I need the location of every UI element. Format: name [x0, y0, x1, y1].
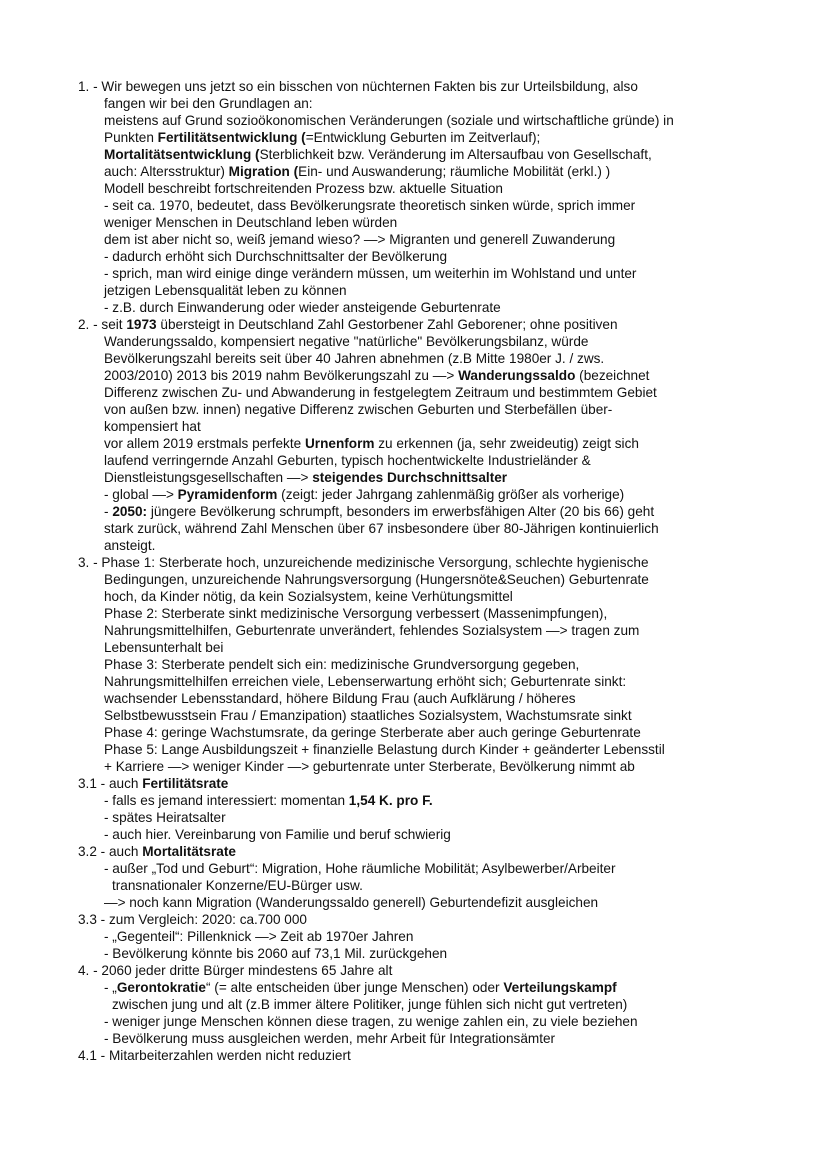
text-segment: - sprich, man wird einige dinge verändern müssen, um weiterhin im Wohlstand und unter: [104, 266, 637, 281]
bold-term: steigendes Durchschnittsalter: [312, 470, 508, 485]
text-line: [104, 180, 503, 197]
text-segment: + Karriere —> weniger Kinder —> geburtenrate unter Sterberate, Bevölkerung nimmt ab: [104, 759, 635, 774]
text-segment: Phase 2: Sterberate sinkt medizinische Versorgung verbessert (Massenimpfungen),: [104, 606, 608, 621]
text-line: [104, 826, 451, 843]
text-segment: vor allem 2019 erstmals perfekte: [104, 436, 305, 451]
bold-term: Wanderungssaldo: [458, 368, 576, 383]
text-segment: - spätes Heiratsalter: [104, 810, 226, 825]
text-segment: kompensiert hat: [104, 419, 201, 434]
text-line: [104, 452, 591, 469]
text-segment: - Bevölkerung könnte bis 2060 auf 73,1 Mil. zurückgehen: [104, 946, 448, 961]
text-segment: - weniger junge Menschen können diese tragen, zu wenige zahlen ein, zu viele beziehen: [104, 1014, 638, 1029]
text-line: [104, 163, 610, 180]
text-line: [104, 894, 598, 911]
text-line: [104, 265, 636, 282]
text-line: [78, 962, 392, 979]
text-segment: Differenz zwischen Zu- und Abwanderung in festgelegtem Zeitraum und bestimmtem Gebiet: [104, 385, 657, 400]
text-segment: - „: [104, 980, 117, 995]
text-line: [104, 486, 624, 503]
text-segment: jüngere Bevölkerung schrumpft, besonders im erwerbsfähigen Alter (20 bis 66) geht: [147, 504, 655, 519]
text-line: [78, 1047, 351, 1064]
text-line: [104, 758, 635, 775]
text-line: [104, 248, 447, 265]
text-line: [104, 350, 604, 367]
bold-term: 1,54 K. pro F.: [348, 793, 433, 808]
text-line: [104, 112, 674, 129]
bold-term: Verteilungskampf: [503, 980, 617, 995]
text-segment: Nahrungsmittelhilfen, Geburtenrate unverändert, fehlendes Sozialsystem —> tragen zum: [104, 623, 640, 638]
text-segment: weniger Menschen in Deutschland leben würden: [104, 215, 398, 230]
text-line: [104, 860, 616, 877]
text-line: [78, 843, 236, 860]
text-segment: Selbstbewusstsein Frau / Emanzipation) staatliches Sozialsystem, Wachstumsrate sinkt: [104, 708, 632, 723]
text-segment: 2. - seit: [78, 317, 127, 332]
text-line: [104, 979, 617, 996]
text-line: [78, 78, 638, 95]
text-line: [104, 809, 226, 826]
text-line: [104, 146, 652, 163]
text-line: [104, 503, 654, 520]
bold-term: Fertilitätsentwicklung (: [157, 130, 306, 145]
text-segment: 1. - Wir bewegen uns jetzt so ein bisschen von nüchternen Fakten bis zur Urteilsbildung, also: [78, 79, 638, 94]
bold-term: Gerontokratie: [116, 980, 206, 995]
text-segment: 2003/2010) 2013 bis 2019 nahm Bevölkerungszahl zu —>: [104, 368, 459, 383]
text-line: [104, 707, 632, 724]
text-segment: Dienstleistungsgesellschaften —>: [104, 470, 313, 485]
text-line: [104, 928, 413, 945]
text-line: [104, 384, 657, 401]
text-line: [104, 469, 507, 486]
text-segment: meistens auf Grund sozioökonomischen Veränderungen (soziale und wirtschaftliche gründe) in: [104, 113, 674, 128]
text-line: [112, 996, 627, 1013]
text-segment: übersteigt in Deutschland Zahl Gestorbener Zahl Geborener; ohne positiven: [156, 317, 618, 332]
text-segment: von außen bzw. innen) negative Differenz zwischen Geburten und Sterbefällen über-: [104, 402, 613, 417]
text-segment: Ein- und Auswanderung; räumliche Mobilität (erkl.) ): [298, 164, 611, 179]
text-segment: -: [104, 504, 113, 519]
text-line: [104, 639, 223, 656]
text-segment: Lebensunterhalt bei: [104, 640, 224, 655]
text-segment: Modell beschreibt fortschreitenden Prozess bzw. aktuelle Situation: [104, 181, 503, 196]
text-segment: - seit ca. 1970, bedeutet, dass Bevölkerungsrate theoretisch sinken würde, sprich immer: [104, 198, 636, 213]
text-line: [104, 537, 155, 554]
text-line: [104, 333, 588, 350]
text-line: [104, 588, 513, 605]
text-line: [104, 299, 501, 316]
text-segment: hoch, da Kinder nötig, da kein Sozialsystem, keine Verhütungsmittel: [104, 589, 513, 604]
text-segment: - Bevölkerung muss ausgleichen werden, mehr Arbeit für Integrationsämter: [104, 1031, 556, 1046]
text-line: [78, 775, 228, 792]
text-line: [104, 792, 433, 809]
text-segment: Phase 4: geringe Wachstumsrate, da geringe Sterberate aber auch geringe Geburtenrate: [104, 725, 641, 740]
text-line: [104, 1030, 555, 1047]
text-segment: 3.2 - auch: [78, 844, 143, 859]
text-segment: (zeigt: jeder Jahrgang zahlenmäßig größer als vorherige): [277, 487, 625, 502]
text-line: [104, 282, 347, 299]
bold-term: Migration (: [228, 164, 299, 179]
bold-term: Urnenform: [304, 436, 375, 451]
text-segment: auch: Altersstruktur): [104, 164, 229, 179]
text-line: [104, 673, 626, 690]
text-line: [104, 435, 639, 452]
text-line: [104, 520, 659, 537]
text-segment: “ (= alte entscheiden über junge Menschen) oder: [205, 980, 504, 995]
text-line: [104, 622, 639, 639]
bold-term: Fertilitätsrate: [142, 776, 229, 791]
text-line: [104, 401, 612, 418]
text-segment: ansteigt.: [104, 538, 156, 553]
text-segment: laufend verringernde Anzahl Geburten, typisch hochentwickelte Industrieländer &: [104, 453, 591, 468]
text-segment: Bedingungen, unzureichende Nahrungsversorgung (Hungersnöte&Seuchen) Geburtenrate: [104, 572, 649, 587]
text-line: [104, 724, 641, 741]
text-segment: stark zurück, während Zahl Menschen über 67 insbesondere über 80-Jährigen kontinuierlich: [104, 521, 659, 536]
text-segment: 4.1 - Mitarbeiterzahlen werden nicht reduziert: [78, 1048, 351, 1063]
text-segment: - „Gegenteil“: Pillenknick —> Zeit ab 1970er Jahren: [104, 929, 414, 944]
text-segment: Phase 3: Sterberate pendelt sich ein: medizinische Grundversorgung gegeben,: [104, 657, 580, 672]
text-segment: =Entwicklung Geburten im Zeitverlauf);: [305, 130, 541, 145]
text-line: [104, 418, 201, 435]
text-line: [104, 945, 447, 962]
text-line: [104, 197, 635, 214]
text-segment: Phase 5: Lange Ausbildungszeit + finanzielle Belastung durch Kinder + geänderter Lebensstil: [104, 742, 665, 757]
bold-term: Mortalitätsentwicklung (: [104, 147, 260, 162]
text-segment: - dadurch erhöht sich Durchschnittsalter der Bevölkerung: [104, 249, 448, 264]
text-segment: Sterblichkeit bzw. Veränderung im Altersaufbau von Gesellschaft,: [259, 147, 652, 162]
text-segment: 4. - 2060 jeder dritte Bürger mindestens 65 Jahre alt: [78, 963, 393, 978]
text-segment: - z.B. durch Einwanderung oder wieder ansteigende Geburtenrate: [104, 300, 501, 315]
text-segment: 3. - Phase 1: Sterberate hoch, unzureichende medizinische Versorgung, schlechte hygienische: [78, 555, 649, 570]
text-line: [104, 367, 649, 384]
text-line: [104, 605, 607, 622]
text-segment: Nahrungsmittelhilfen erreichen viele, Lebenserwartung erhöht sich; Geburtenrate sinkt:: [104, 674, 627, 689]
text-segment: - außer „Tod und Geburt“: Migration, Hohe räumliche Mobilität; Asylbewerber/Arbeiter: [104, 861, 616, 876]
text-line: [104, 571, 649, 588]
text-line: [104, 129, 540, 146]
text-segment: - auch hier. Vereinbarung von Familie und beruf schwierig: [104, 827, 451, 842]
text-segment: wachsender Lebensstandard, höhere Bildung Frau (auch Aufklärung / höheres: [104, 691, 576, 706]
text-segment: Punkten: [104, 130, 158, 145]
text-segment: jetzigen Lebensqualität leben zu können: [104, 283, 347, 298]
text-line: [104, 231, 615, 248]
text-line: [78, 554, 649, 571]
text-segment: Wanderungssaldo, kompensiert negative "natürliche" Bevölkerungsbilanz, würde: [104, 334, 589, 349]
text-segment: (bezeichnet: [575, 368, 650, 383]
bold-term: Mortalitätsrate: [142, 844, 236, 859]
text-line: [104, 656, 579, 673]
text-segment: - falls es jemand interessiert: momentan: [104, 793, 349, 808]
bold-term: 1973: [126, 317, 157, 332]
bold-term: Pyramidenform: [177, 487, 278, 502]
bold-term: 2050:: [112, 504, 148, 519]
text-line: [78, 316, 618, 333]
text-line: [104, 214, 397, 231]
text-segment: transnationaler Konzerne/EU-Bürger usw.: [112, 878, 363, 893]
text-segment: —> noch kann Migration (Wanderungssaldo generell) Geburtendefizit ausgleichen: [104, 895, 599, 910]
text-line: [78, 911, 307, 928]
text-line: [104, 95, 313, 112]
text-segment: Bevölkerungszahl bereits seit über 40 Jahren abnehmen (z.B Mitte 1980er J. / zws.: [104, 351, 605, 366]
text-line: [104, 741, 665, 758]
text-line: [104, 690, 576, 707]
text-segment: fangen wir bei den Grundlagen an:: [104, 96, 313, 111]
text-segment: dem ist aber nicht so, weiß jemand wieso? —> Migranten und generell Zuwanderung: [104, 232, 616, 247]
text-line: [112, 877, 363, 894]
text-segment: 3.1 - auch: [78, 776, 143, 791]
text-segment: zwischen jung und alt (z.B immer ältere Politiker, junge fühlen sich nicht gut vertreten): [112, 997, 628, 1012]
text-segment: zu erkennen (ja, sehr zweideutig) zeigt sich: [374, 436, 639, 451]
text-line: [104, 1013, 638, 1030]
text-segment: - global —>: [104, 487, 178, 502]
text-segment: 3.3 - zum Vergleich: 2020: ca.700 000: [78, 912, 307, 927]
